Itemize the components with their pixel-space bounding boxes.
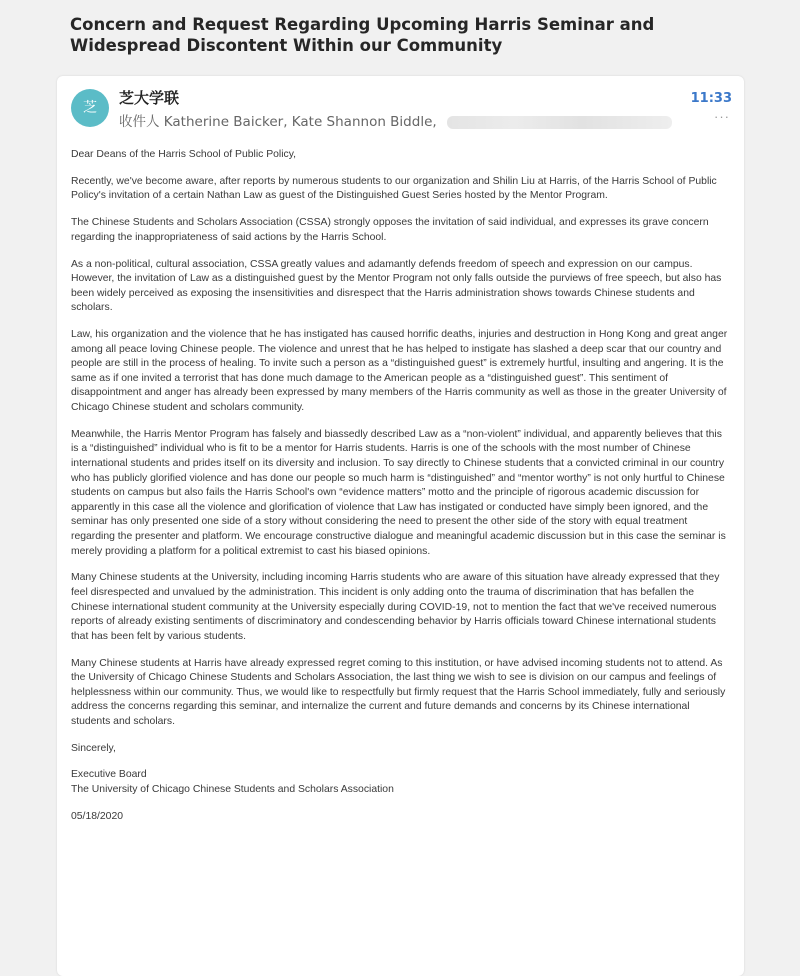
recipients-line[interactable] (119, 110, 672, 130)
email-time: 11:33 (690, 91, 732, 106)
closing: Sincerely, (71, 742, 116, 754)
body-paragraph-6: Many Chinese students at the University, including incoming Harris students who are aware of this situation have already expressed that they feel disrespected and unvalued by the administration. This incident is only adding onto the trauma of discrimination that has befallen the Chinese international student community at the University especially during COVID-19, not to mention the fact that we've received numerous reports of already existing sentiments of discriminatory and condescending behavior by Harris officials toward Chinese international students that has been felt by various students. (71, 572, 720, 642)
more-options-icon[interactable]: ··· (714, 109, 730, 124)
sender-avatar[interactable]: 芝 (71, 89, 109, 127)
body-paragraph-1: Recently, we've become aware, after reports by numerous students to our organization and Shilin Liu at Harris, of the Harris School of Public Policy's invitation of a certain Nathan Law as guest of the Distinguished Guest Series hosted by the Mentor Program. (71, 175, 717, 202)
body-paragraph-4: Law, his organization and the violence that he has instigated has caused horrific deaths, injuries and destruction in Hong Kong and great anger among all peace loving Chinese people. The violence and unrest that he has helped to instigate has slashed a deep scar that our country and people are still in the process of healing. To invite such a person as a “distinguished guest” is extremely hurtful, insulting and angering. It is the same as if one invited a terrorist that has done much damage to the American people as a “distinguished guest”. This sentiment of disappointment and anger has already been expressed by many members of the Harris community as well as those in the greater University of Chicago Chinese student and scholars community. (71, 329, 728, 414)
body-paragraph-5: Meanwhile, the Harris Mentor Program has falsely and biassedly described Law as a “non-violent” individual, and apparently believes that this is a “distinguished” individual who is fit to be a mentor for Harris students. Harris is one of the schools with the most number of Chinese international students and prides itself on its diversity and inclusion. To say directly to Chinese students that a convicted criminal in our country who has publicly glorified violence and has done our people so much harm is “distinguished” and “mentor worthy” is not only hurtful to Chinese students on campus but also fails the Harris School's own “evidence matters” motto and the principle of rigorous academic discussion for apparently in this case all the violence and glorification of violence that Law has instigated or conducted have simply been ignored, and the seminar has only presented one side of a story without considering the need to present the other side of the story with equal treatment regarding the presenter and platform. We encourage constructive dialogue and meaningful academic discussion but in this case the seminar is merely providing a platform for a political extremist to cast his biased opinions. (71, 428, 726, 557)
email-body (71, 148, 731, 837)
email-card (57, 76, 744, 976)
email-subject: Concern and Request Regarding Upcoming Harris Seminar and Widespread Discontent Within our Community (70, 15, 655, 55)
redacted-recipients (447, 116, 672, 129)
recipients-prefix: 收件人 (119, 114, 160, 130)
body-paragraph-3: As a non-political, cultural association, CSSA greatly values and adamantly defends freedom of speech and expression on our campus. However, the invitation of Law as a distinguished guest by the Mentor Program not only falls outside the purviews of free speech, but also has been widely perceived as exposing the insensitivities and disrespect that the Harris administration shows towards Chinese students and scholars. (71, 258, 722, 314)
greeting: Dear Deans of the Harris School of Public Policy, (71, 149, 297, 160)
signature-line-2: The University of Chicago Chinese Students and Scholars Association (71, 784, 394, 796)
sender-name[interactable]: 芝大学联 (119, 89, 180, 107)
body-paragraph-7: Many Chinese students at Harris have already expressed regret coming to this institution, or have advised incoming students not to attend. As the University of Chicago Chinese Students and Scholars Association, the last thing we wish to see is division on our campus and feelings of helplessness within our community. Thus, we would like to respectfully but firmly request that the Harris School immediately, fully and seriously address the concerns regarding this seminar, and internalize the current and future demands and concerns by its Chinese international students and scholars. (71, 657, 726, 727)
email-date: 05/18/2020 (71, 810, 124, 822)
body-paragraph-2: The Chinese Students and Scholars Association (CSSA) strongly opposes the invitation of said individual, and expresses its grave concern regarding the inappropriateness of said actions by the Harris School. (71, 217, 709, 243)
signature-line-1: Executive Board (71, 769, 147, 781)
recipients-list: Katherine Baicker, Kate Shannon Biddle, (163, 114, 437, 130)
